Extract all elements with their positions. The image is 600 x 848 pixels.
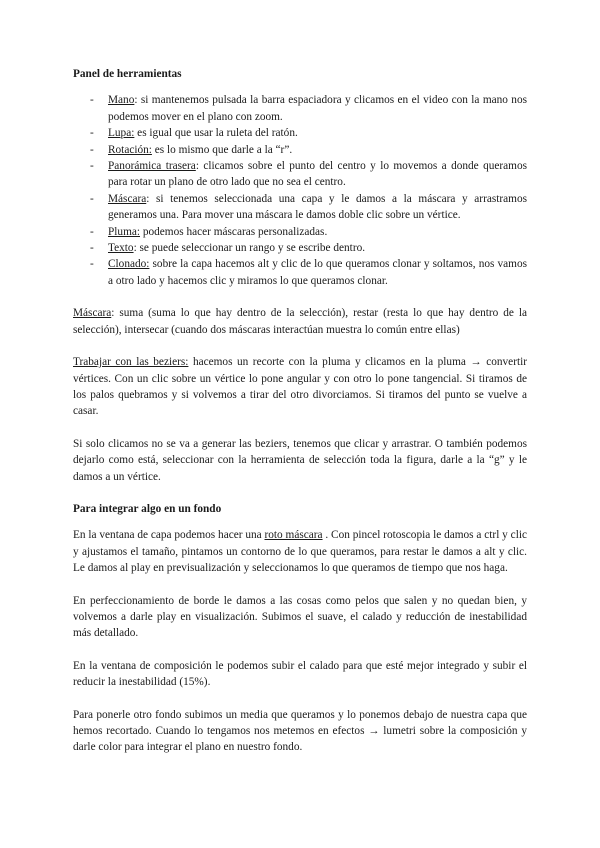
list-item [73,125,527,141]
term-mano: Mano [108,94,135,107]
list-item [73,158,527,191]
list-item [73,142,527,158]
paragraph-perfeccionamiento: En perfeccionamiento de borde le damos a las cosas como pelos que salen y no quedan bien, y volvemos a darle play en visualización. Subimos el suave, el calado y reducción de inestabilidad más detallado. [73,594,527,640]
list-item [73,256,527,289]
paragraph-mascara [73,305,527,338]
list-item [73,240,527,256]
item-text: si tenemos seleccionada una capa y le damos a la máscara y arrastramos generamos una. Para mover una máscara le damos doble clic sobre un vértice. [108,192,527,222]
term-lupa: Lupa: [108,127,135,140]
item-text: podemos hacer máscaras personalizadas. [140,225,328,238]
term-mascara: Máscara [108,192,147,205]
bullet-dash: - [90,143,94,156]
paragraph-beziers [73,354,527,420]
item-text: se puede seleccionar un rango y se escribe dentro. [136,242,366,255]
paragraph-text: . Con pincel rotoscopia le damos a ctrl y clic y ajustamos el tamaño, pintamos un contorno de lo que queramos, para restar le damos a alt y clic. Le damos al play en previsualización y seleccionamos lo que queramos de tiempo que nos haga. [73,529,527,575]
bullet-dash: - [90,94,94,107]
term-separator: : [134,94,138,107]
item-text: es igual que usar la ruleta del ratón. [134,127,298,140]
term-pluma: Pluma: [108,225,141,238]
paragraph-roto-mascara [73,527,527,576]
bullet-dash: - [90,127,94,140]
term-texto: Texto [108,242,134,255]
item-text: es lo mismo que darle a la “r”. [151,143,293,156]
document-page [73,66,527,756]
item-text: si mantenemos pulsada la barra espaciadora y clicamos en el video con la mano nos podemos mover en el plano con zoom. [108,94,527,123]
paragraph-text: En la ventana de capa podemos hacer una [73,529,265,542]
paragraph-fondo: Para ponerle otro fondo subimos un media que queramos y lo ponemos debajo de nuestra capa que hemos recortado. Cuando lo tengamos nos metemos en efectos → lumetri sobre la composición y darle color para integrar el plano en nuestro fondo. [73,708,527,754]
paragraph-composicion: En la ventana de composición le podemos subir el calado para que esté mejor integrado y subir el reducir la inestabilidad (15%). [73,659,527,689]
term-clonado: Clonado: [108,258,150,271]
list-item [73,92,527,125]
bullet-dash: - [90,258,94,271]
heading-panel-herramientas: Panel de herramientas [73,68,182,80]
bullet-dash: - [90,160,94,173]
term-separator: : [146,192,150,205]
tools-list [73,92,527,289]
term-separator: : [195,160,199,173]
roto-mascara-link: roto máscara [264,529,323,542]
paragraph-text: hacemos un recorte con la pluma y clicamos en la pluma → convertir vértices. Con un clic sobre un vértice lo pone angular y con otro lo pone tangencial. Si tiramos de los palos quebramos y si volvemos a tirar del otro divorciamos. Si tiramos del punto se vuelve a casar. [73,356,527,418]
bullet-dash: - [90,192,94,205]
list-item [73,191,527,224]
paragraph-text: : suma (suma lo que hay dentro de la selección), restar (resta lo que hay dentro de la selección), intersecar (cuando dos máscaras interactúan muestra lo común entre ellas) [73,307,527,336]
term-beziers: Trabajar con las beziers: [73,356,189,369]
term-separator: : [133,242,137,255]
term-rotacion: Rotación: [108,143,152,156]
heading-integrar-fondo: Para integrar algo en un fondo [73,502,222,515]
item-text: sobre la capa hacemos alt y clic de lo que queramos clonar y soltamos, nos vamos a otro lado y hacemos clic y miramos lo que queramos clonar. [108,258,527,287]
bullet-dash: - [90,242,94,255]
term-panoramica-trasera: Panorámica trasera [108,160,196,173]
list-item [73,224,527,240]
paragraph-clicamos: Si solo clicamos no se va a generar las beziers, tenemos que clicar y arrastrar. O también podemos dejarlo como está, seleccionar con la herramienta de selección toda la figura, darle a la “g” y le damos a un vértice. [73,437,527,483]
bullet-dash: - [90,225,94,238]
term-mascara-para: Máscara [73,307,112,320]
item-text: clicamos sobre el punto del centro y lo movemos a donde queramos para rotar un plano de otro lado que no sea el centro. [108,160,527,189]
